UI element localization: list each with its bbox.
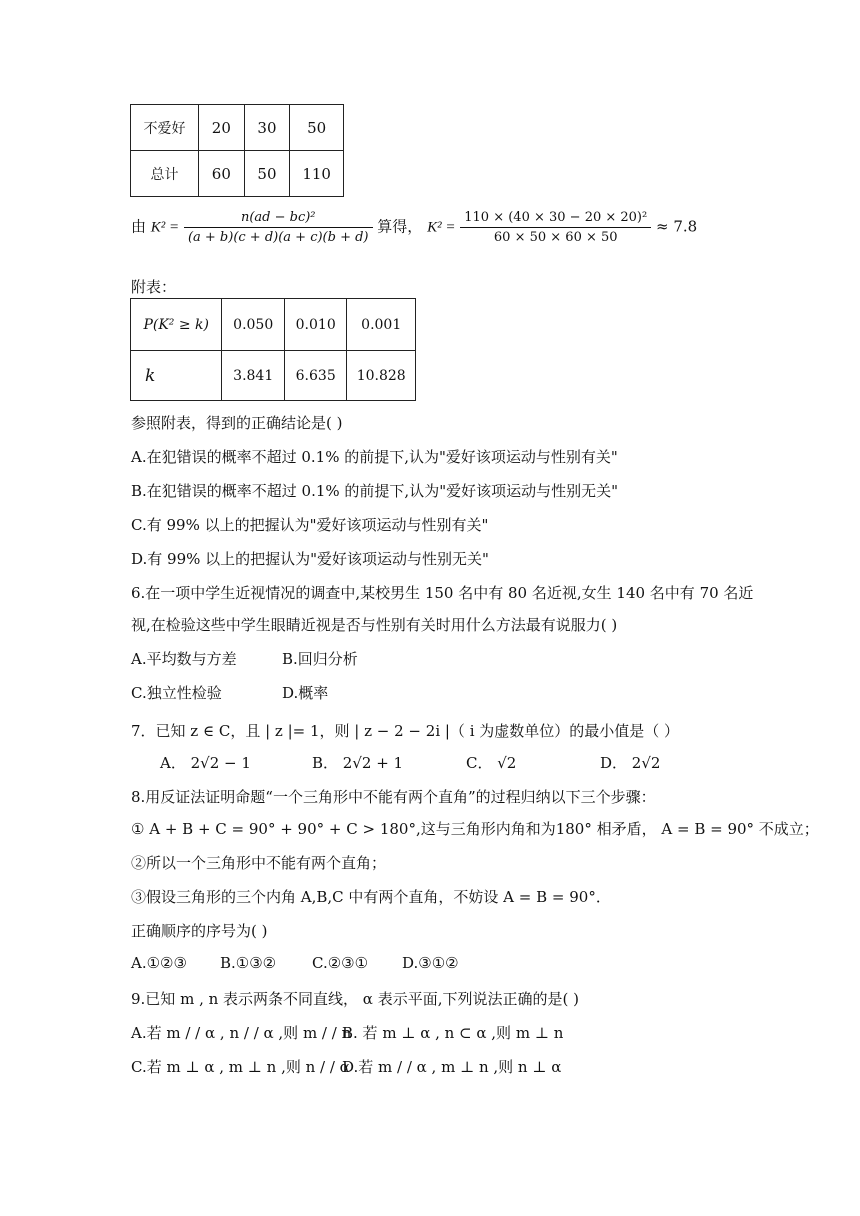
appendix-label: 附表： [131, 278, 177, 296]
q6-option-b: B.回归分析 [282, 650, 358, 668]
table-row [131, 151, 344, 197]
q6-option-c: C.独立性检验 [131, 684, 222, 702]
table-cell: 3.841 [222, 351, 284, 401]
formula-lhs-2: K² = [427, 219, 456, 236]
q8-prompt: 正确顺序的序号为( ) [131, 922, 268, 940]
q6-option-d: D.概率 [282, 684, 329, 702]
table-cell: 20 [199, 105, 245, 151]
table-row [131, 105, 344, 151]
table-cell: 0.001 [347, 299, 416, 351]
q8-option-d: D.③①② [402, 954, 459, 972]
table-cell: 60 [199, 151, 245, 197]
q6-stem-line1: 6.在一项中学生近视情况的调查中,某校男生 150 名中有 80 名近视,女生 140 名中有 70 名近 [131, 584, 754, 602]
table-cell: 0.010 [284, 299, 346, 351]
table-cell: 总计 [131, 151, 199, 197]
table-row [131, 351, 416, 401]
q5-option-d: D.有 99% 以上的把握认为"爱好该项运动与性别无关" [131, 550, 489, 568]
q6-option-a: A.平均数与方差 [131, 650, 237, 668]
fraction-denominator: 60 × 50 × 60 × 50 [493, 230, 618, 245]
q9-stem: 9.已知 m , n 表示两条不同直线， α 表示平面,下列说法正确的是( ) [131, 990, 579, 1008]
frequency-table [130, 104, 344, 197]
q7-option-a: A． 2√2 − 1 [160, 754, 251, 772]
q7-option-d: D． 2√2 [600, 754, 661, 772]
q5-option-b: B.在犯错误的概率不超过 0.1% 的前提下,认为"爱好该项运动与性别无关" [131, 482, 619, 500]
formula-prefix: 由 [131, 217, 147, 236]
q8-step-3: ③假设三角形的三个内角 A,B,C 中有两个直角，不妨设 A = B = 90°． [131, 888, 611, 906]
formula-mid-text: 算得， [377, 217, 423, 236]
formula-fraction-2 [460, 210, 651, 245]
table-row [131, 299, 416, 351]
table-cell: 50 [244, 151, 290, 197]
q9-option-a: A.若 m / / α , n / / α ,则 m / / n [131, 1024, 352, 1042]
table-cell: 30 [244, 105, 290, 151]
q5-option-c: C.有 99% 以上的把握认为"爱好该项运动与性别有关" [131, 516, 489, 534]
q8-stem: 8.用反证法证明命题“一个三角形中不能有两个直角”的过程归纳以下三个步骤： [131, 788, 656, 806]
fraction-numerator: 110 × (40 × 30 − 20 × 20)² [460, 210, 651, 228]
q9-option-b: B. 若 m ⊥ α , n ⊂ α ,则 m ⊥ n [342, 1024, 564, 1042]
table-cell: 不爱好 [131, 105, 199, 151]
table-cell: 0.050 [222, 299, 284, 351]
q8-option-c: C.②③① [312, 954, 369, 972]
formula-fraction [184, 210, 373, 245]
q7-option-b: B． 2√2 + 1 [312, 754, 404, 772]
chi-square-formula [131, 210, 697, 245]
formula-result: ≈ 7.8 [656, 217, 698, 236]
q8-step-1: ① A + B + C = 90° + 90° + C > 180°,这与三角形内角和为180° 相矛盾， A = B = 90° 不成立； [131, 820, 819, 838]
fraction-denominator: (a + b)(c + d)(a + c)(b + d) [187, 230, 369, 245]
q7-option-c: C． √2 [466, 754, 517, 772]
q9-option-d: D.若 m / / α , m ⊥ n ,则 n ⊥ α [342, 1058, 562, 1076]
table-cell: 110 [290, 151, 344, 197]
q8-option-b: B.①③② [220, 954, 277, 972]
critical-value-table [130, 298, 416, 401]
q8-option-a: A.①②③ [131, 954, 187, 972]
q9-option-c: C.若 m ⊥ α , m ⊥ n ,则 n / / α [131, 1058, 350, 1076]
table-cell: P(K² ≥ k) [131, 299, 222, 351]
table-cell: k [131, 351, 222, 401]
formula-lhs: K² = [150, 219, 180, 236]
q6-stem-line2: 视,在检验这些中学生眼睛近视是否与性别有关时用什么方法最有说服力( ) [131, 616, 618, 634]
q5-stem: 参照附表，得到的正确结论是( ) [131, 414, 343, 432]
table-cell: 10.828 [347, 351, 416, 401]
q8-step-2: ②所以一个三角形中不能有两个直角； [131, 854, 387, 872]
q5-option-a: A.在犯错误的概率不超过 0.1% 的前提下,认为"爱好该项运动与性别有关" [131, 448, 618, 466]
q7-stem: 7．已知 z ∈ C，且 | z |= 1，则 | z − 2 − 2i |（ i 为虚数单位）的最小值是（ ） [131, 722, 680, 740]
fraction-numerator: n(ad − bc)² [184, 210, 373, 228]
table-cell: 50 [290, 105, 344, 151]
table-cell: 6.635 [284, 351, 346, 401]
